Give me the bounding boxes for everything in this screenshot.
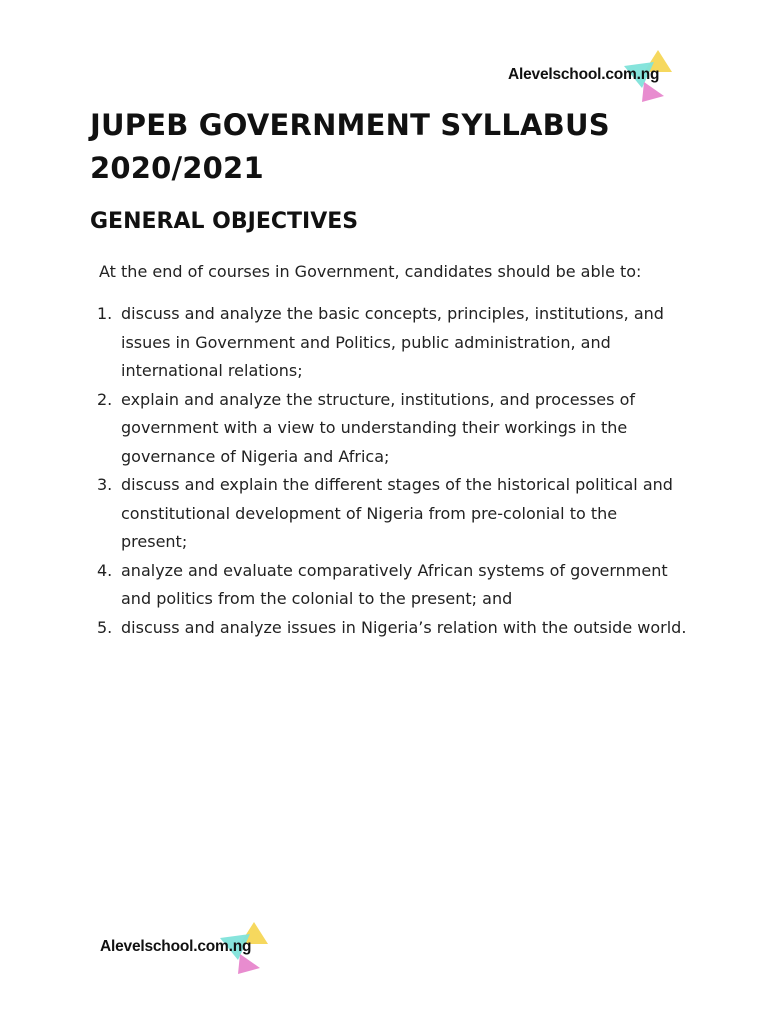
list-item-text: explain and analyze the structure, institutions, and processes of government with a view to understanding their workings in the governance of Nigeria and Africa; — [121, 389, 635, 466]
list-item-number: 3. — [97, 475, 113, 494]
page-title: JUPEB GOVERNMENT SYLLABUS 2020/2021 — [90, 108, 610, 185]
site-logo-bottom — [100, 924, 270, 964]
list-item — [97, 300, 687, 386]
list-item-number: 4. — [97, 560, 113, 580]
logo-text: Alevelschool.com.ng — [508, 66, 660, 83]
list-item-text: discuss and analyze issues in Nigeria’s relation with the outside world. — [121, 617, 687, 637]
list-item — [97, 386, 687, 472]
intro-text: At the end of courses in Government, candidates should be able to: — [99, 262, 642, 281]
list-item-number: 1. — [97, 304, 113, 323]
list-item-number: 2. — [97, 389, 113, 409]
list-item-text: discuss and analyze the basic concepts, principles, institutions, and issues in Government and Politics, public administration, and international relations; — [121, 304, 664, 380]
section-heading: GENERAL OBJECTIVES — [90, 209, 359, 234]
site-logo-top — [508, 52, 678, 92]
list-item-number: 5. — [97, 617, 113, 637]
list-item — [97, 557, 687, 614]
logo-text: Alevelschool.com.ng — [100, 938, 252, 955]
list-item — [97, 471, 687, 557]
list-item-text: discuss and explain the different stages of the historical political and constitutional development of Nigeria from pre-colonial to the present; — [121, 475, 673, 551]
objectives-list — [97, 300, 687, 642]
list-item — [97, 614, 687, 643]
list-item-text: analyze and evaluate comparatively African systems of government and politics from the colonial to the present; and — [121, 560, 668, 608]
